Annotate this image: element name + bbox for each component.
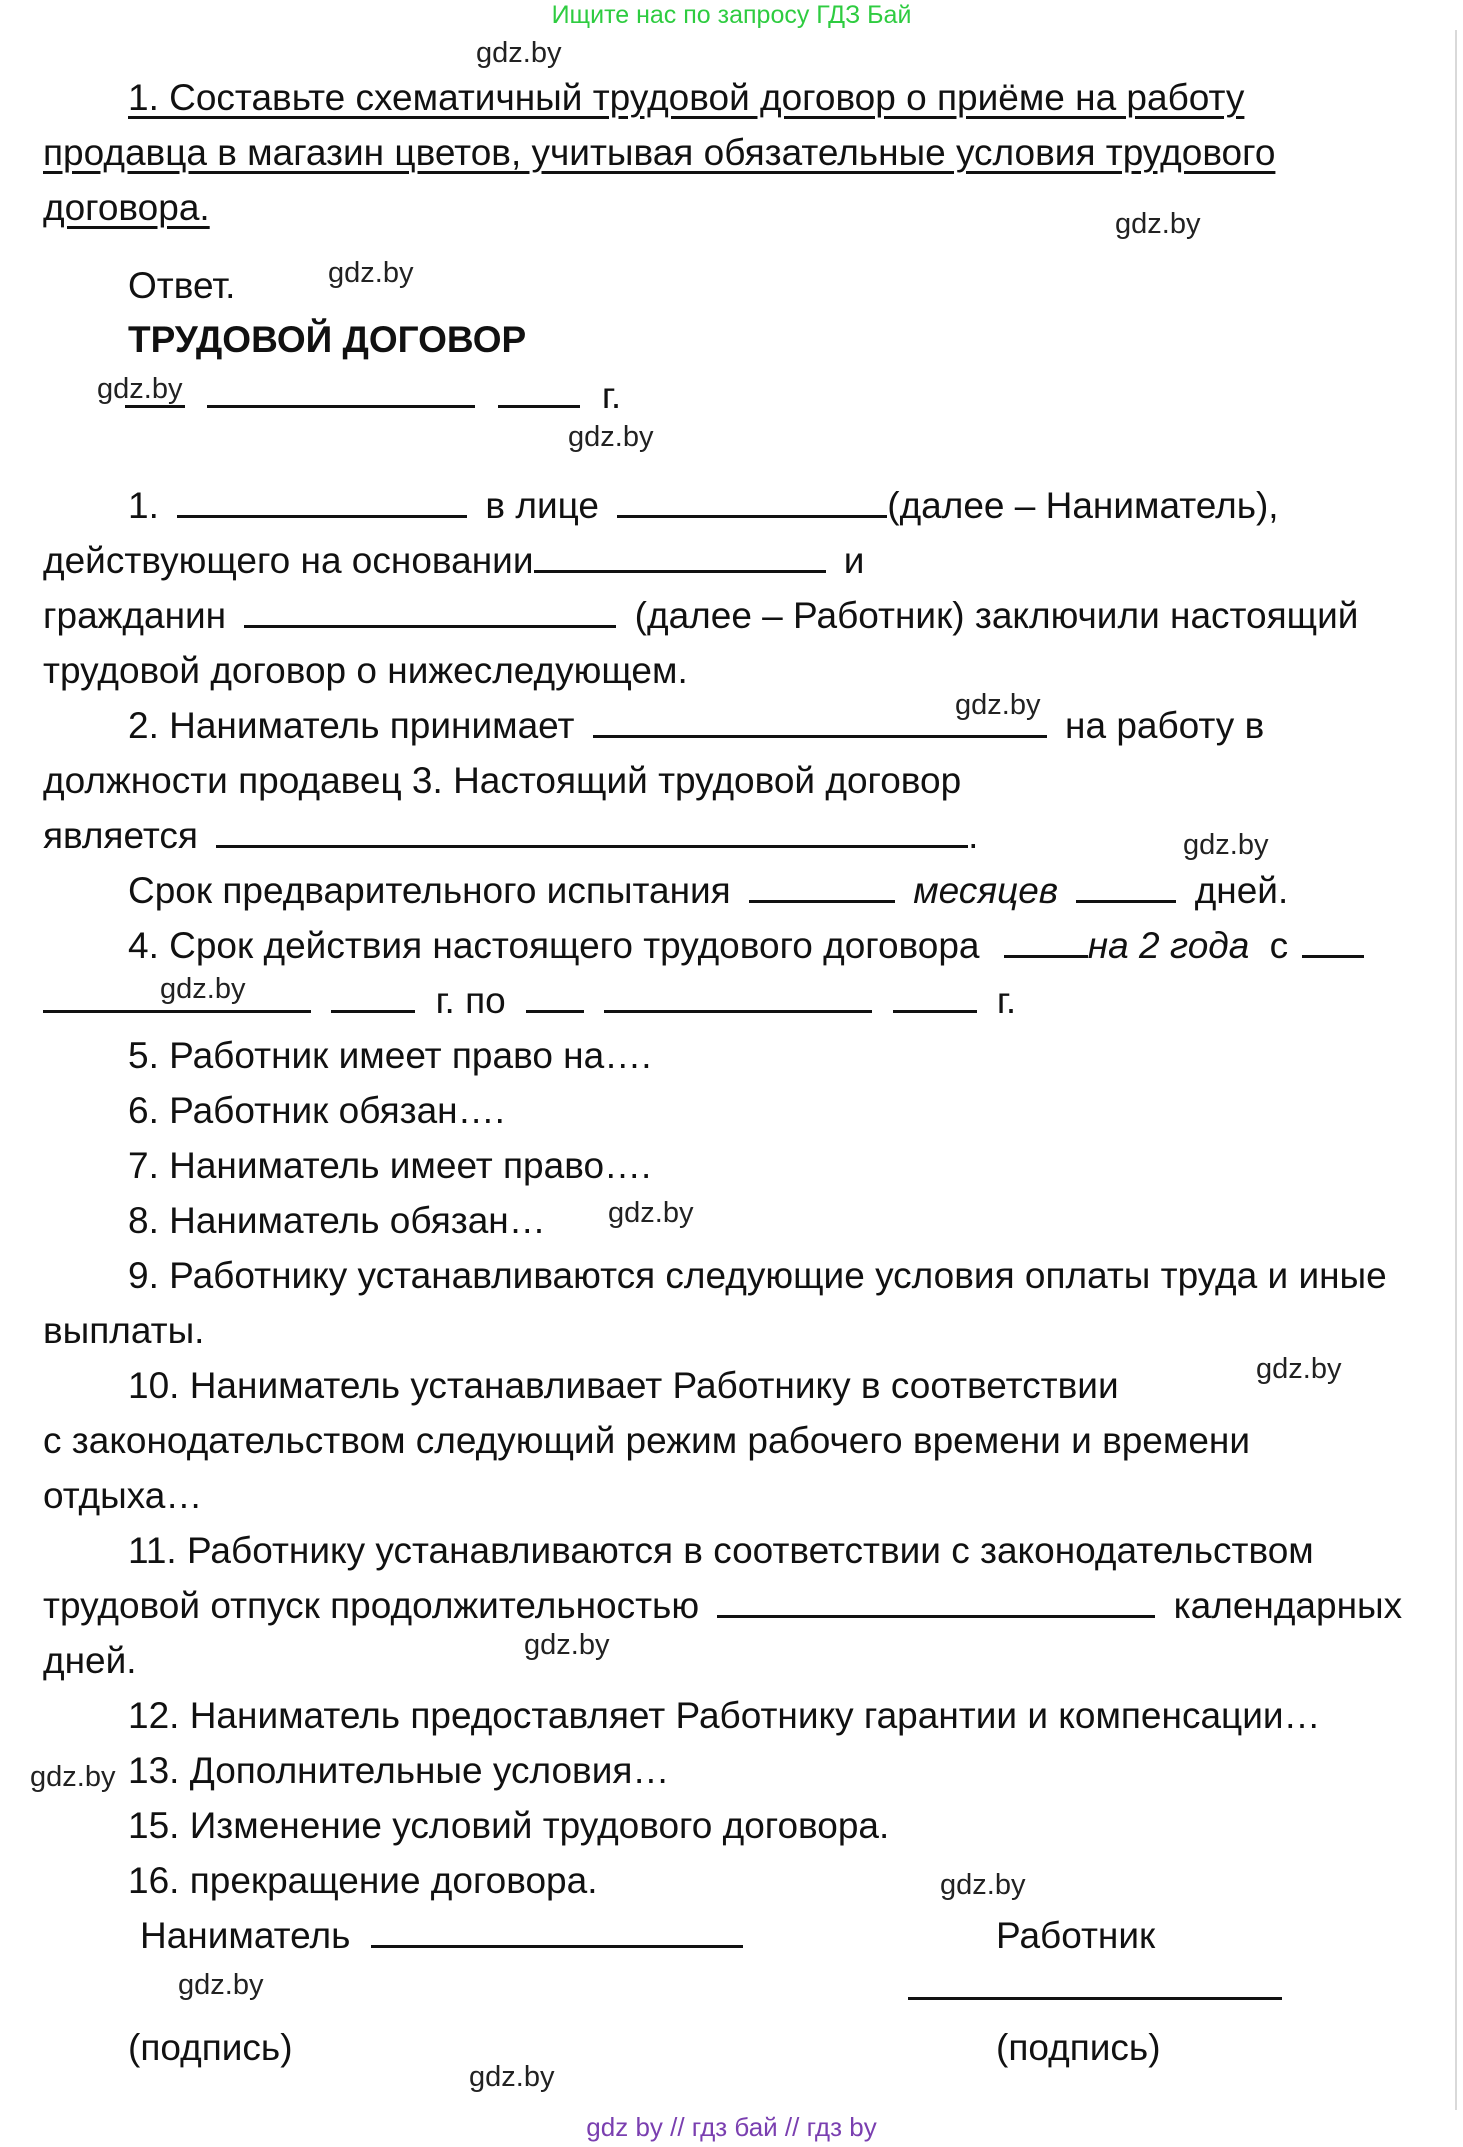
in-person-text: в лице xyxy=(485,485,599,526)
employer-signature-line xyxy=(140,1908,743,1963)
date-suffix: г. xyxy=(601,375,622,416)
item-6: 6. Работник обязан…. xyxy=(128,1090,505,1131)
date-year-blank xyxy=(498,375,580,408)
date-line xyxy=(125,368,621,423)
contract-title: ТРУДОВОЙ ДОГОВОР xyxy=(128,319,527,360)
top-banner[interactable]: Ищите нас по запросу ГДЗ Бай xyxy=(551,1,912,29)
item-11-line-1: 11. Работнику устанавливаются в соответствии с законодательством xyxy=(128,1530,1314,1571)
item-11-line-3: дней. xyxy=(43,1640,137,1681)
calendar-text: календарных xyxy=(1173,1585,1403,1626)
watermark: gdz.by xyxy=(608,1197,694,1229)
task-line-3: договора. xyxy=(43,187,210,228)
clause-1-line-1 xyxy=(128,478,1279,533)
item-15: 15. Изменение условий трудового договора. xyxy=(128,1805,890,1846)
employee-signature-blank xyxy=(908,1967,1282,2000)
probation-days: дней. xyxy=(1194,870,1289,911)
item-10-line-2: с законодательством следующий режим рабочего времени и времени xyxy=(43,1420,1250,1461)
end-year-blank xyxy=(893,980,977,1013)
item-5: 5. Работник имеет право на…. xyxy=(128,1035,652,1076)
employer-name-blank xyxy=(177,485,467,518)
contract-type-blank xyxy=(216,815,968,848)
employer-signature-blank xyxy=(371,1915,743,1948)
watermark: gdz.by xyxy=(1256,1353,1342,1385)
term-blank xyxy=(1004,925,1088,958)
acting-text: действующего на основании xyxy=(43,540,534,581)
bottom-banner[interactable]: gdz by // гдз бай // гдз by xyxy=(586,2112,877,2142)
watermark: gdz.by xyxy=(955,689,1041,721)
citizen-name-blank xyxy=(244,595,616,628)
vacation-text: трудовой отпуск продолжительностью xyxy=(43,1585,700,1626)
employer-label: Наниматель xyxy=(140,1915,351,1956)
probation-line xyxy=(128,863,1288,918)
watermark: gdz.by xyxy=(328,257,414,289)
item-9-line-1: 9. Работнику устанавливаются следующие условия оплаты труда и иные xyxy=(128,1255,1387,1296)
clause-1-line-4: трудовой договор о нижеследующем. xyxy=(43,650,688,691)
clause-2-start: 2. Наниматель принимает xyxy=(128,705,575,746)
item-11-line-2 xyxy=(43,1578,1402,1633)
employee-note: (далее – Работник) заключили настоящий xyxy=(634,595,1359,636)
answer-label: Ответ. xyxy=(128,265,236,306)
clause-2-line-2: должности продавец 3. Настоящий трудовой договор xyxy=(43,760,962,801)
clause-1-line-2 xyxy=(43,533,864,588)
representative-blank xyxy=(617,485,887,518)
start-day-blank xyxy=(1302,925,1364,958)
item-10-line-3: отдыха… xyxy=(43,1475,203,1516)
and-text: и xyxy=(843,540,865,581)
clause-2-end: на работу в xyxy=(1065,705,1265,746)
year-end-text: г. xyxy=(996,980,1017,1021)
probation-label: Срок предварительного испытания xyxy=(128,870,731,911)
item-9-line-2: выплаты. xyxy=(43,1310,205,1351)
date-month-blank xyxy=(207,375,475,408)
watermark: gdz.by xyxy=(1183,829,1269,861)
item-16: 16. прекращение договора. xyxy=(128,1860,598,1901)
task-line-2: продавца в магазин цветов, учитывая обязательные условия трудового xyxy=(43,132,1276,173)
signature-right: (подпись) xyxy=(996,2027,1161,2068)
contract-is-text: является xyxy=(43,815,198,856)
clause-2-line-3 xyxy=(43,808,978,863)
item-10-line-1: 10. Наниматель устанавливает Работнику в соответствии xyxy=(128,1365,1119,1406)
item-7: 7. Наниматель имеет право…. xyxy=(128,1145,652,1186)
watermark: gdz.by xyxy=(524,1629,610,1661)
basis-blank xyxy=(534,540,826,573)
year-to-text: г. по xyxy=(435,980,506,1021)
citizen-text: гражданин xyxy=(43,595,227,636)
item-13: 13. Дополнительные условия… xyxy=(128,1750,670,1791)
watermark: gdz.by xyxy=(178,1969,264,2001)
probation-months: месяцев xyxy=(913,870,1059,911)
employee-signature-line xyxy=(908,1960,1282,2015)
clause-1-line-3 xyxy=(43,588,1358,643)
watermark: gdz.by xyxy=(476,37,562,69)
page-edge xyxy=(1455,30,1457,2110)
item-12: 12. Наниматель предоставляет Работнику гарантии и компенсации… xyxy=(128,1695,1321,1736)
watermark: gdz.by xyxy=(568,421,654,453)
clause-2-line-1 xyxy=(128,698,1264,753)
watermark: gdz.by xyxy=(30,1761,116,1793)
watermark: gdz.by xyxy=(469,2061,555,2093)
task-line-1: 1. Составьте схематичный трудовой договор о приёме на работу xyxy=(128,77,1245,118)
contract-type-dot: . xyxy=(968,815,979,856)
watermark: gdz.by xyxy=(940,1869,1026,1901)
employee-label: Работник xyxy=(996,1915,1156,1956)
end-day-blank xyxy=(526,980,584,1013)
vacation-days-blank xyxy=(717,1585,1155,1618)
watermark: gdz.by xyxy=(97,373,183,405)
employer-note: (далее – Наниматель), xyxy=(887,485,1279,526)
watermark: gdz.by xyxy=(1115,208,1201,240)
end-month-blank xyxy=(604,980,872,1013)
probation-months-blank xyxy=(749,870,895,903)
signature-left: (подпись) xyxy=(128,2027,293,2068)
probation-days-blank xyxy=(1076,870,1176,903)
clause-1-num: 1. xyxy=(128,485,159,526)
watermark: gdz.by xyxy=(160,973,246,1005)
start-year-blank xyxy=(331,980,415,1013)
item-8: 8. Наниматель обязан… xyxy=(128,1200,546,1241)
from-text: с xyxy=(1269,925,1289,966)
clause-4-line-1 xyxy=(128,918,1364,973)
term-value: на 2 года xyxy=(1087,925,1250,966)
clause-4-label: 4. Срок действия настоящего трудового договора xyxy=(128,925,980,966)
